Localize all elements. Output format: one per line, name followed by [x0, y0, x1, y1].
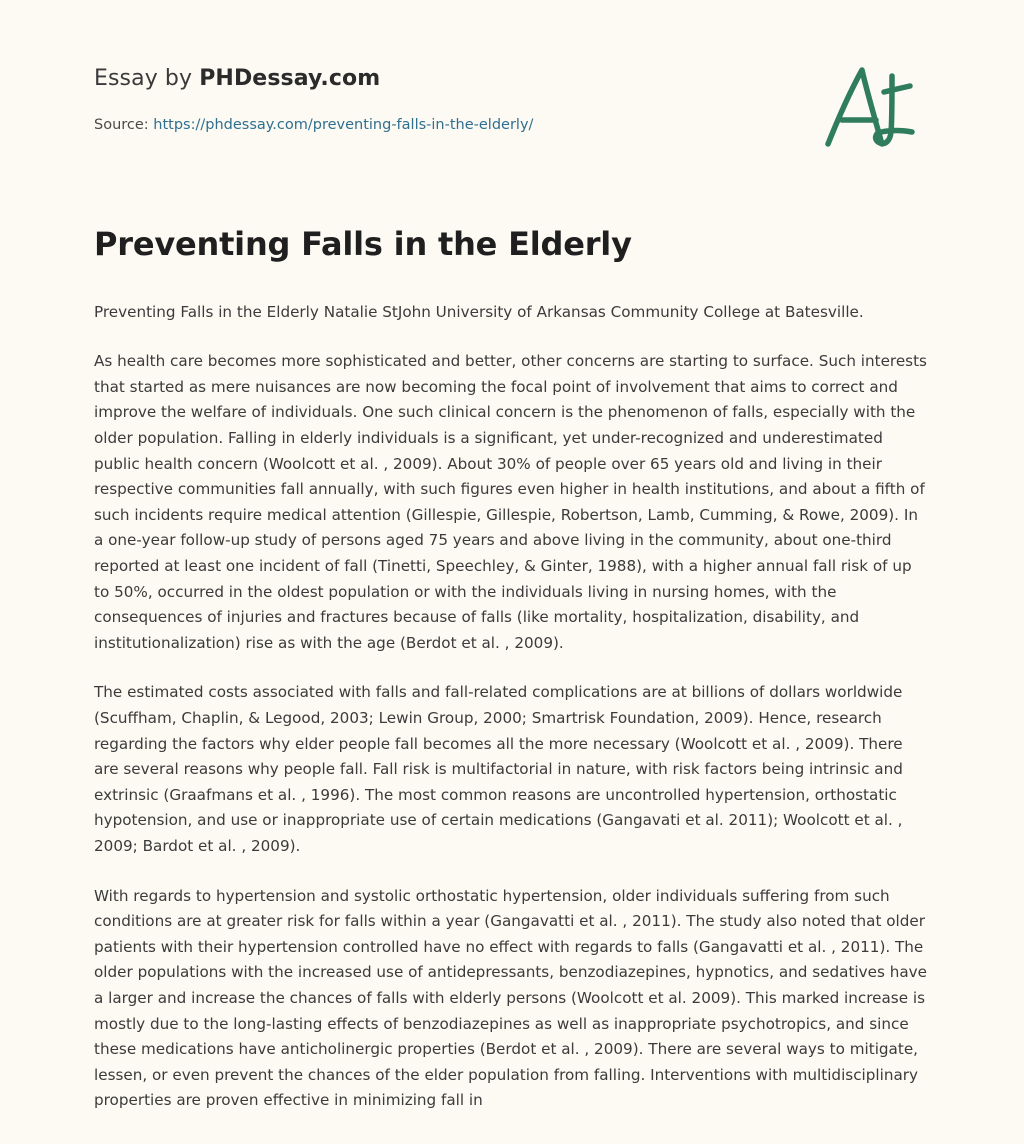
brand-line — [94, 66, 930, 92]
phdessay-a-logo-icon — [818, 62, 928, 154]
source-url-link[interactable]: https://phdessay.com/preventing-falls-in-the-elderly/ — [153, 117, 534, 134]
document-body — [0, 300, 1024, 1144]
paragraph: Preventing Falls in the Elderly Natalie StJohn University of Arkansas Community College at Batesville. — [94, 302, 864, 321]
brand-by-label: by — [164, 66, 193, 91]
paragraph: The estimated costs associated with falls and fall-related complications are at billions of dollars worldwide (Scuffham, Chaplin, & Legood, 2003; Lewin Group, 2000; Smartrisk Foundation, 2009). Hence, research regarding the factors why elder people fall becomes all the more necessary (Woolcott et al. , 2009). There are several reasons why people fall. Fall risk is multifactorial in nature, with risk factors being intrinsic and extrinsic (Graafmans et al. , 1996). The most common reasons are uncontrolled hypertension, orthostatic hypotension, and use or inappropriate use of certain medications (Gangavati et al. 2011); Woolcott et al. , 2009; Bardot et al. , 2009). — [94, 683, 903, 855]
paragraph: As health care becomes more sophisticated and better, other concerns are starting to surface. Such interests that started as mere nuisances are now becoming the focal point of involvement that aims to correct and improve the welfare of individuals. One such clinical concern is the phenomenon of falls, especially with the older population. Falling in elderly individuals is a significant, yet under-recognized and underestimated public health concern (Woolcott et al. , 2009). About 30% of people over 65 years old and living in their respective communities fall annually, with such figures even higher in health institutions, and about a fifth of such incidents require medical attention (Gillespie, Gillespie, Robertson, Lamb, Cumming, & Rowe, 2009). In a one-year follow-up study of persons aged 75 years and above living in the community, about one-third reported at least one incident of fall (Tinetti, Speechley, & Ginter, 1988), with a higher annual fall risk of up to 50%, occurred in the oldest population or with the individuals living in nursing homes, with the consequences of injuries and fractures because of falls (like mortality, hospitalization, disability, and institutionalization) rise as with the age (Berdot et al. , 2009). — [94, 352, 927, 652]
document-header — [0, 0, 1024, 136]
brand-site-label: PHDessay.com — [199, 66, 381, 91]
source-line — [94, 115, 930, 135]
source-label: Source: — [94, 117, 149, 134]
brand-essay-label: Essay — [94, 66, 158, 91]
paragraph: With regards to hypertension and systolic orthostatic hypertension, older individuals suffering from such conditions are at greater risk for falls within a year (Gangavatti et al. , 2011). The study also noted that older patients with their hypertension controlled have no effect with regards to falls (Gangavatti et al. , 2011). The older populations with the increased use of antidepressants, benzodiazepines, hypnotics, and sedatives have a larger and increase the chances of falls with elderly persons (Woolcott et al. 2009). This marked increase is mostly due to the long-lasting effects of benzodiazepines as well as inappropriate psychotropics, and since these medications have anticholinergic properties (Berdot et al. , 2009). There are several ways to mitigate, lessen, or even prevent the chances of the elder population from falling. Interventions with multidisciplinary properties are proven effective in minimizing fall in — [94, 886, 927, 1110]
page-title: Preventing Falls in the Elderly — [94, 224, 632, 263]
